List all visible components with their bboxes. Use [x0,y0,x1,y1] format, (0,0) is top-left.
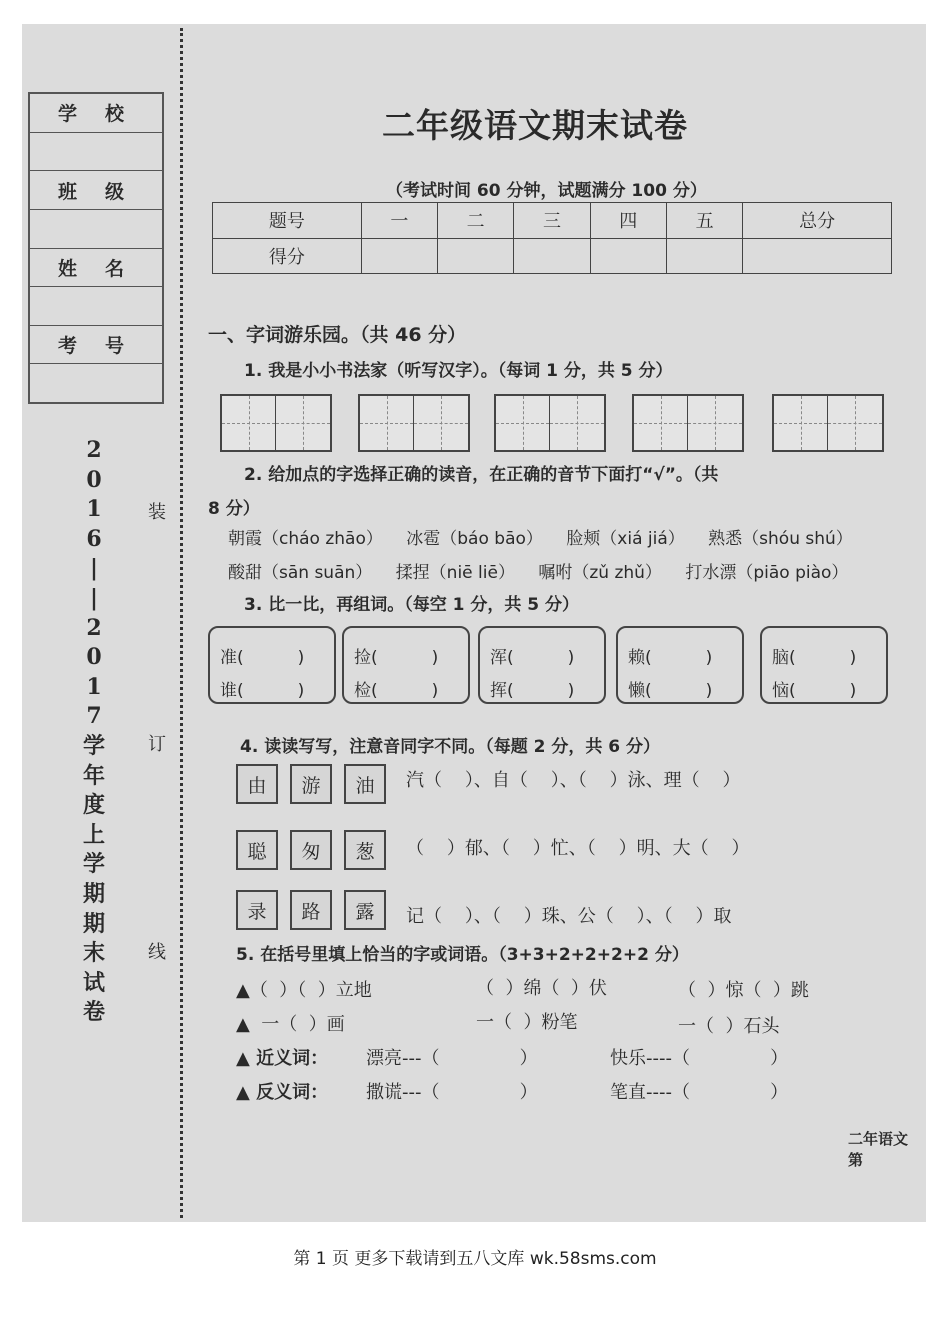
word-pair-box[interactable] [478,626,606,704]
question-2-prompt-cont: 8 分） [208,499,260,519]
word-pair-item[interactable]: 恼( ) [772,681,857,701]
year-char: 0 [86,644,102,671]
writing-grid-cell[interactable] [276,396,330,450]
student-info-table [28,92,164,404]
question-3-prompt: 3. 比一比，再组词。（每空 1 分，共 5 分） [244,595,580,615]
score-cell[interactable] [361,238,437,274]
fill-in-item[interactable]: （ ）绵（ ）伏 [476,978,607,999]
year-char: | [89,555,98,582]
score-header-cell: 五 [666,203,742,239]
writing-grid[interactable] [632,394,744,452]
pinyin-item[interactable]: 冰雹（báo bāo） [406,529,543,549]
question-5-prompt: 5. 在括号里填上恰当的字或词语。（3+3+2+2+2+2 分） [236,945,689,965]
info-label-class: 班级 [30,171,162,210]
year-char: | [89,584,98,611]
binding-mark-xian: 线 [148,942,166,963]
info-field-exam-number[interactable] [30,364,162,402]
synonym-label: ▲ 近义词： [236,1048,329,1069]
year-char: 0 [86,466,102,493]
question-2-prompt: 2. 给加点的字选择正确的读音，在正确的音节下面打“√”。（共 [244,465,719,485]
page-corner-label: 二年语文 第 [848,1130,909,1169]
writing-grid[interactable] [358,394,470,452]
word-pair-item[interactable]: 谁( ) [220,681,305,701]
info-field-class[interactable] [30,210,162,249]
fill-in-item[interactable]: （ ）惊（ ）跳 [678,980,809,1001]
word-pair-item[interactable]: 懒( ) [628,681,713,701]
section-title: 一、字词游乐园。（共 46 分） [208,324,467,346]
info-field-school[interactable] [30,133,162,172]
year-char: 末 [82,940,105,967]
homophone-char: 聪 [236,830,278,870]
antonym-label: ▲ 反义词： [236,1082,329,1103]
score-header-cell: 二 [437,203,513,239]
homophone-char: 油 [344,764,386,804]
pinyin-item[interactable]: 朝霞（cháo zhāo） [228,529,383,549]
pinyin-item[interactable]: 酸甜（sān suān） [228,563,373,583]
question-4-prompt: 4. 读读写写，注意音同字不同。（每题 2 分，共 6 分） [240,737,661,757]
binding-dotted-line [180,28,183,1218]
homophone-char: 露 [344,890,386,930]
word-pair-item[interactable]: 捡( ) [354,648,439,668]
year-char: 年 [82,762,105,789]
page-title: 二年级语文期末试卷 [382,106,688,145]
antonym-item[interactable]: 撒谎---（ ） [366,1082,538,1103]
year-char: 学 [82,732,105,759]
writing-grid-cell[interactable] [360,396,414,450]
word-pair-item[interactable]: 检( ) [354,681,439,701]
homophone-char: 游 [290,764,332,804]
school-year-vertical [74,436,114,1028]
year-char: 期 [82,910,105,937]
pinyin-item[interactable]: 嘱咐（zǔ zhǔ） [538,563,662,583]
homophone-char: 路 [290,890,332,930]
pinyin-item[interactable]: 熟悉（shóu shú） [708,529,853,549]
score-header-cell: 四 [590,203,666,239]
homophone-fill-line[interactable]: 记（ ）、（ ）珠、公（ ）、（ ）取 [406,906,732,927]
score-table-score-row [213,238,892,274]
homophone-char: 由 [236,764,278,804]
fill-in-item[interactable]: ▲ 一（ ）画 [236,1014,345,1035]
writing-grid[interactable] [772,394,884,452]
score-cell[interactable] [590,238,666,274]
year-char: 6 [86,525,102,552]
homophone-char: 匆 [290,830,332,870]
year-char: 度 [82,792,105,819]
year-char: 1 [86,496,102,523]
writing-grid[interactable] [220,394,332,452]
year-char: 2 [86,614,102,641]
year-char: 1 [86,673,102,700]
homophone-char: 葱 [344,830,386,870]
score-header-cell: 题号 [213,203,362,239]
writing-grid-cell[interactable] [634,396,688,450]
exam-subtitle: （考试时间 60 分钟，试题满分 100 分） [386,181,707,201]
score-header-cell: 三 [514,203,590,239]
score-header-cell: 一 [361,203,437,239]
word-pair-box[interactable] [616,626,744,704]
score-cell[interactable] [437,238,513,274]
pinyin-item[interactable]: 打水漂（piāo piào） [685,563,849,583]
synonym-item[interactable]: 漂亮---（ ） [366,1048,538,1069]
word-pair-item[interactable]: 赖( ) [628,648,713,668]
year-char: 卷 [82,999,105,1026]
year-char: 学 [82,851,105,878]
pinyin-row [228,524,871,549]
writing-grid-cell[interactable] [828,396,882,450]
antonym-item[interactable]: 笔直----（ ） [610,1082,789,1103]
word-pair-item[interactable]: 脑( ) [772,648,857,668]
info-field-name[interactable] [30,287,162,326]
homophone-fill-line[interactable]: 汽（ ）、自（ ）、（ ）泳、理（ ） [406,770,741,791]
word-pair-box[interactable] [342,626,470,704]
pinyin-item[interactable]: 揉捏（niē liē） [395,563,515,583]
score-cell[interactable] [666,238,742,274]
score-cell[interactable] [743,238,892,274]
homophone-fill-line[interactable]: （ ）郁、（ ）忙、（ ）明、大（ ） [406,838,750,859]
fill-in-item[interactable]: 一（ ）石头 [678,1016,780,1037]
year-char: 试 [82,969,105,996]
year-char: 上 [82,821,105,848]
word-pair-box[interactable] [760,626,888,704]
year-char: 期 [82,880,105,907]
year-char: 2 [86,437,102,463]
word-pair-box[interactable] [208,626,336,704]
writing-grid-cell[interactable] [496,396,550,450]
exam-paper-scan [22,24,926,1222]
score-table [212,202,892,274]
score-row-label: 得分 [213,238,362,274]
writing-grid[interactable] [494,394,606,452]
writing-grid-cell[interactable] [414,396,468,450]
writing-grid-cell[interactable] [222,396,276,450]
binding-mark-ding: 订 [148,734,166,755]
synonym-item[interactable]: 快乐----（ ） [610,1048,789,1069]
writing-grid-cell[interactable] [688,396,742,450]
fill-in-item[interactable]: 一（ ）粉笔 [476,1012,578,1033]
score-table-header-row [213,203,892,239]
score-header-cell: 总分 [743,203,892,239]
info-label-exam-number: 考号 [30,326,162,365]
question-1-prompt: 1. 我是小小书法家（听写汉字）。（每词 1 分，共 5 分） [244,361,673,381]
binding-mark-zhuang: 装 [148,502,166,523]
writing-grid-cell[interactable] [550,396,604,450]
pinyin-item[interactable]: 脸颊（xiá jiá） [566,529,685,549]
year-char: 7 [86,703,102,730]
info-label-school: 学校 [30,94,162,133]
page-footer: 第 1 页 更多下载请到五八文库 wk.58sms.com [293,1249,657,1269]
pinyin-row [228,558,866,583]
info-label-name: 姓名 [30,249,162,288]
score-cell[interactable] [514,238,590,274]
word-pair-item[interactable]: 浑( ) [490,648,575,668]
writing-grid-cell[interactable] [774,396,828,450]
word-pair-item[interactable]: 挥( ) [490,681,575,701]
homophone-char: 录 [236,890,278,930]
fill-in-item[interactable]: ▲（ ）（ ）立地 [236,980,372,1001]
word-pair-item[interactable]: 准( ) [220,648,305,668]
